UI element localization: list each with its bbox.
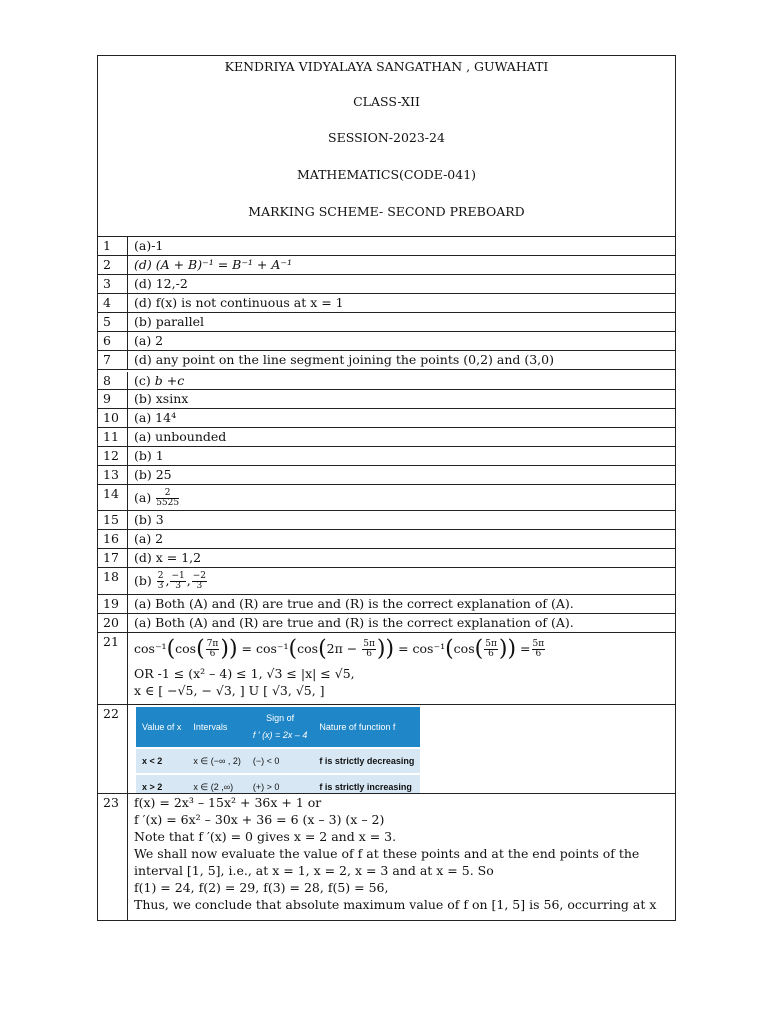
fraction: $\frac{2}{5525}$ xyxy=(156,488,180,508)
table-row: 6 (a) 2 xyxy=(98,332,675,351)
table-row: 12 (b) 1 xyxy=(98,447,675,466)
table-row: 3 (d) 12,-2 xyxy=(98,275,675,294)
table-row: 2 (d) (A + B)⁻¹ = B⁻¹ + A⁻¹ xyxy=(98,256,675,275)
class-title: CLASS-XII xyxy=(353,94,420,109)
header-block xyxy=(98,56,675,237)
table-row: 18 (b) $\frac{2}{3}$ , $\frac{-1}{3}$ , $\frac{-2}{3}$ xyxy=(98,568,675,595)
table-row: 15 (b) 3 xyxy=(98,511,675,530)
subject-title: MATHEMATICS(CODE-041) xyxy=(296,167,477,182)
table-row: 20 (a) Both (A) and (R) are true and (R) is the correct explanation of (A). xyxy=(98,614,675,633)
table-row: 8 (c) → b +→ c xyxy=(98,370,675,390)
monotonicity-table: Value of x Intervals Sign of f ′ (x) = 2x – 4 Nature of function f x < 2 x ∈ (−∞ , 2) (−) < 0 f is strictly decreasing x > 2 x ∈ (2 ,∞) (+) > 0 f is strictly increasing xyxy=(136,707,420,793)
table-row: 9 (b) xsinx xyxy=(98,390,675,409)
table-row: 21 cos⁻¹(cos( $\frac{7\pi}{6}$ )) = cos⁻¹(cos(2π − $\frac{5\pi}{6}$ )) = cos⁻¹(cos( $\frac{5\pi}{6}$ )) = $\frac{5\pi}{6}$ OR -1 ≤ (x² – 4) ≤ 1, √3 ≤ |x| ≤ √5, x ∈ [ −√5, − √3, ] U [ √3, √5, ] xyxy=(98,633,675,705)
vector-c: → c xyxy=(177,372,184,389)
table-row: 1 (a)-1 xyxy=(98,237,675,256)
table-row: 16 (a) 2 xyxy=(98,530,675,549)
table-row: 22 Value of x Intervals Sign of f ′ (x) = 2x – 4 Nature of function f x < 2 x ∈ (−∞ , 2) (−) < 0 f is strictly decreasing x > 2 x ∈ (2 ,∞) (+) > 0 f is strictly increasing xyxy=(98,705,675,794)
table-row: 11 (a) unbounded xyxy=(98,428,675,447)
table-row: 19 (a) Both (A) and (R) are true and (R) is the correct explanation of (A). xyxy=(98,595,675,614)
vector-b: → b xyxy=(155,372,163,389)
table-row: 23 f(x) = 2x³ – 15x² + 36x + 1 or f ′(x) = 6x² – 30x + 36 = 6 (x – 3) (x – 2) Note that f ′(x) = 0 gives x = 2 and x = 3. We shall now evaluate the value of f at these points and at the end points of the interval [1, 5], i.e., at x = 1, x = 2, x = 3 and at x = 5. So f(1) = 24, f(2) = 29, f(3) = 28, f(5) = 56, Thus, we conclude that absolute maximum value of f on [1, 5] is 56, occurring at x xyxy=(98,794,675,920)
table-row: 14 (a) $\frac{2}{5525}$ xyxy=(98,485,675,511)
table-row: 17 (d) x = 1,2 xyxy=(98,549,675,568)
table-row: 7 (d) any point on the line segment joining the points (0,2) and (3,0) xyxy=(98,351,675,370)
marking-scheme-sheet xyxy=(97,55,676,921)
session-title: SESSION-2023-24 xyxy=(328,130,445,145)
table-row: 4 (d) f(x) is not continuous at x = 1 xyxy=(98,294,675,313)
table-row: 5 (b) parallel xyxy=(98,313,675,332)
table-row: 10 (a) 14⁴ xyxy=(98,409,675,428)
table-row: 13 (b) 25 xyxy=(98,466,675,485)
q21-equation: cos⁻¹(cos( $\frac{7\pi}{6}$ )) = cos⁻¹(cos(2π − $\frac{5\pi}{6}$ )) = cos⁻¹(cos( $\frac{5\pi}{6}$ )) = $\frac{5\pi}{6}$ xyxy=(134,636,545,662)
scheme-title: MARKING SCHEME- SECOND PREBOARD xyxy=(248,204,525,219)
org-name: KENDRIYA VIDYALAYA SANGATHAN , GUWAHATI xyxy=(224,59,549,74)
